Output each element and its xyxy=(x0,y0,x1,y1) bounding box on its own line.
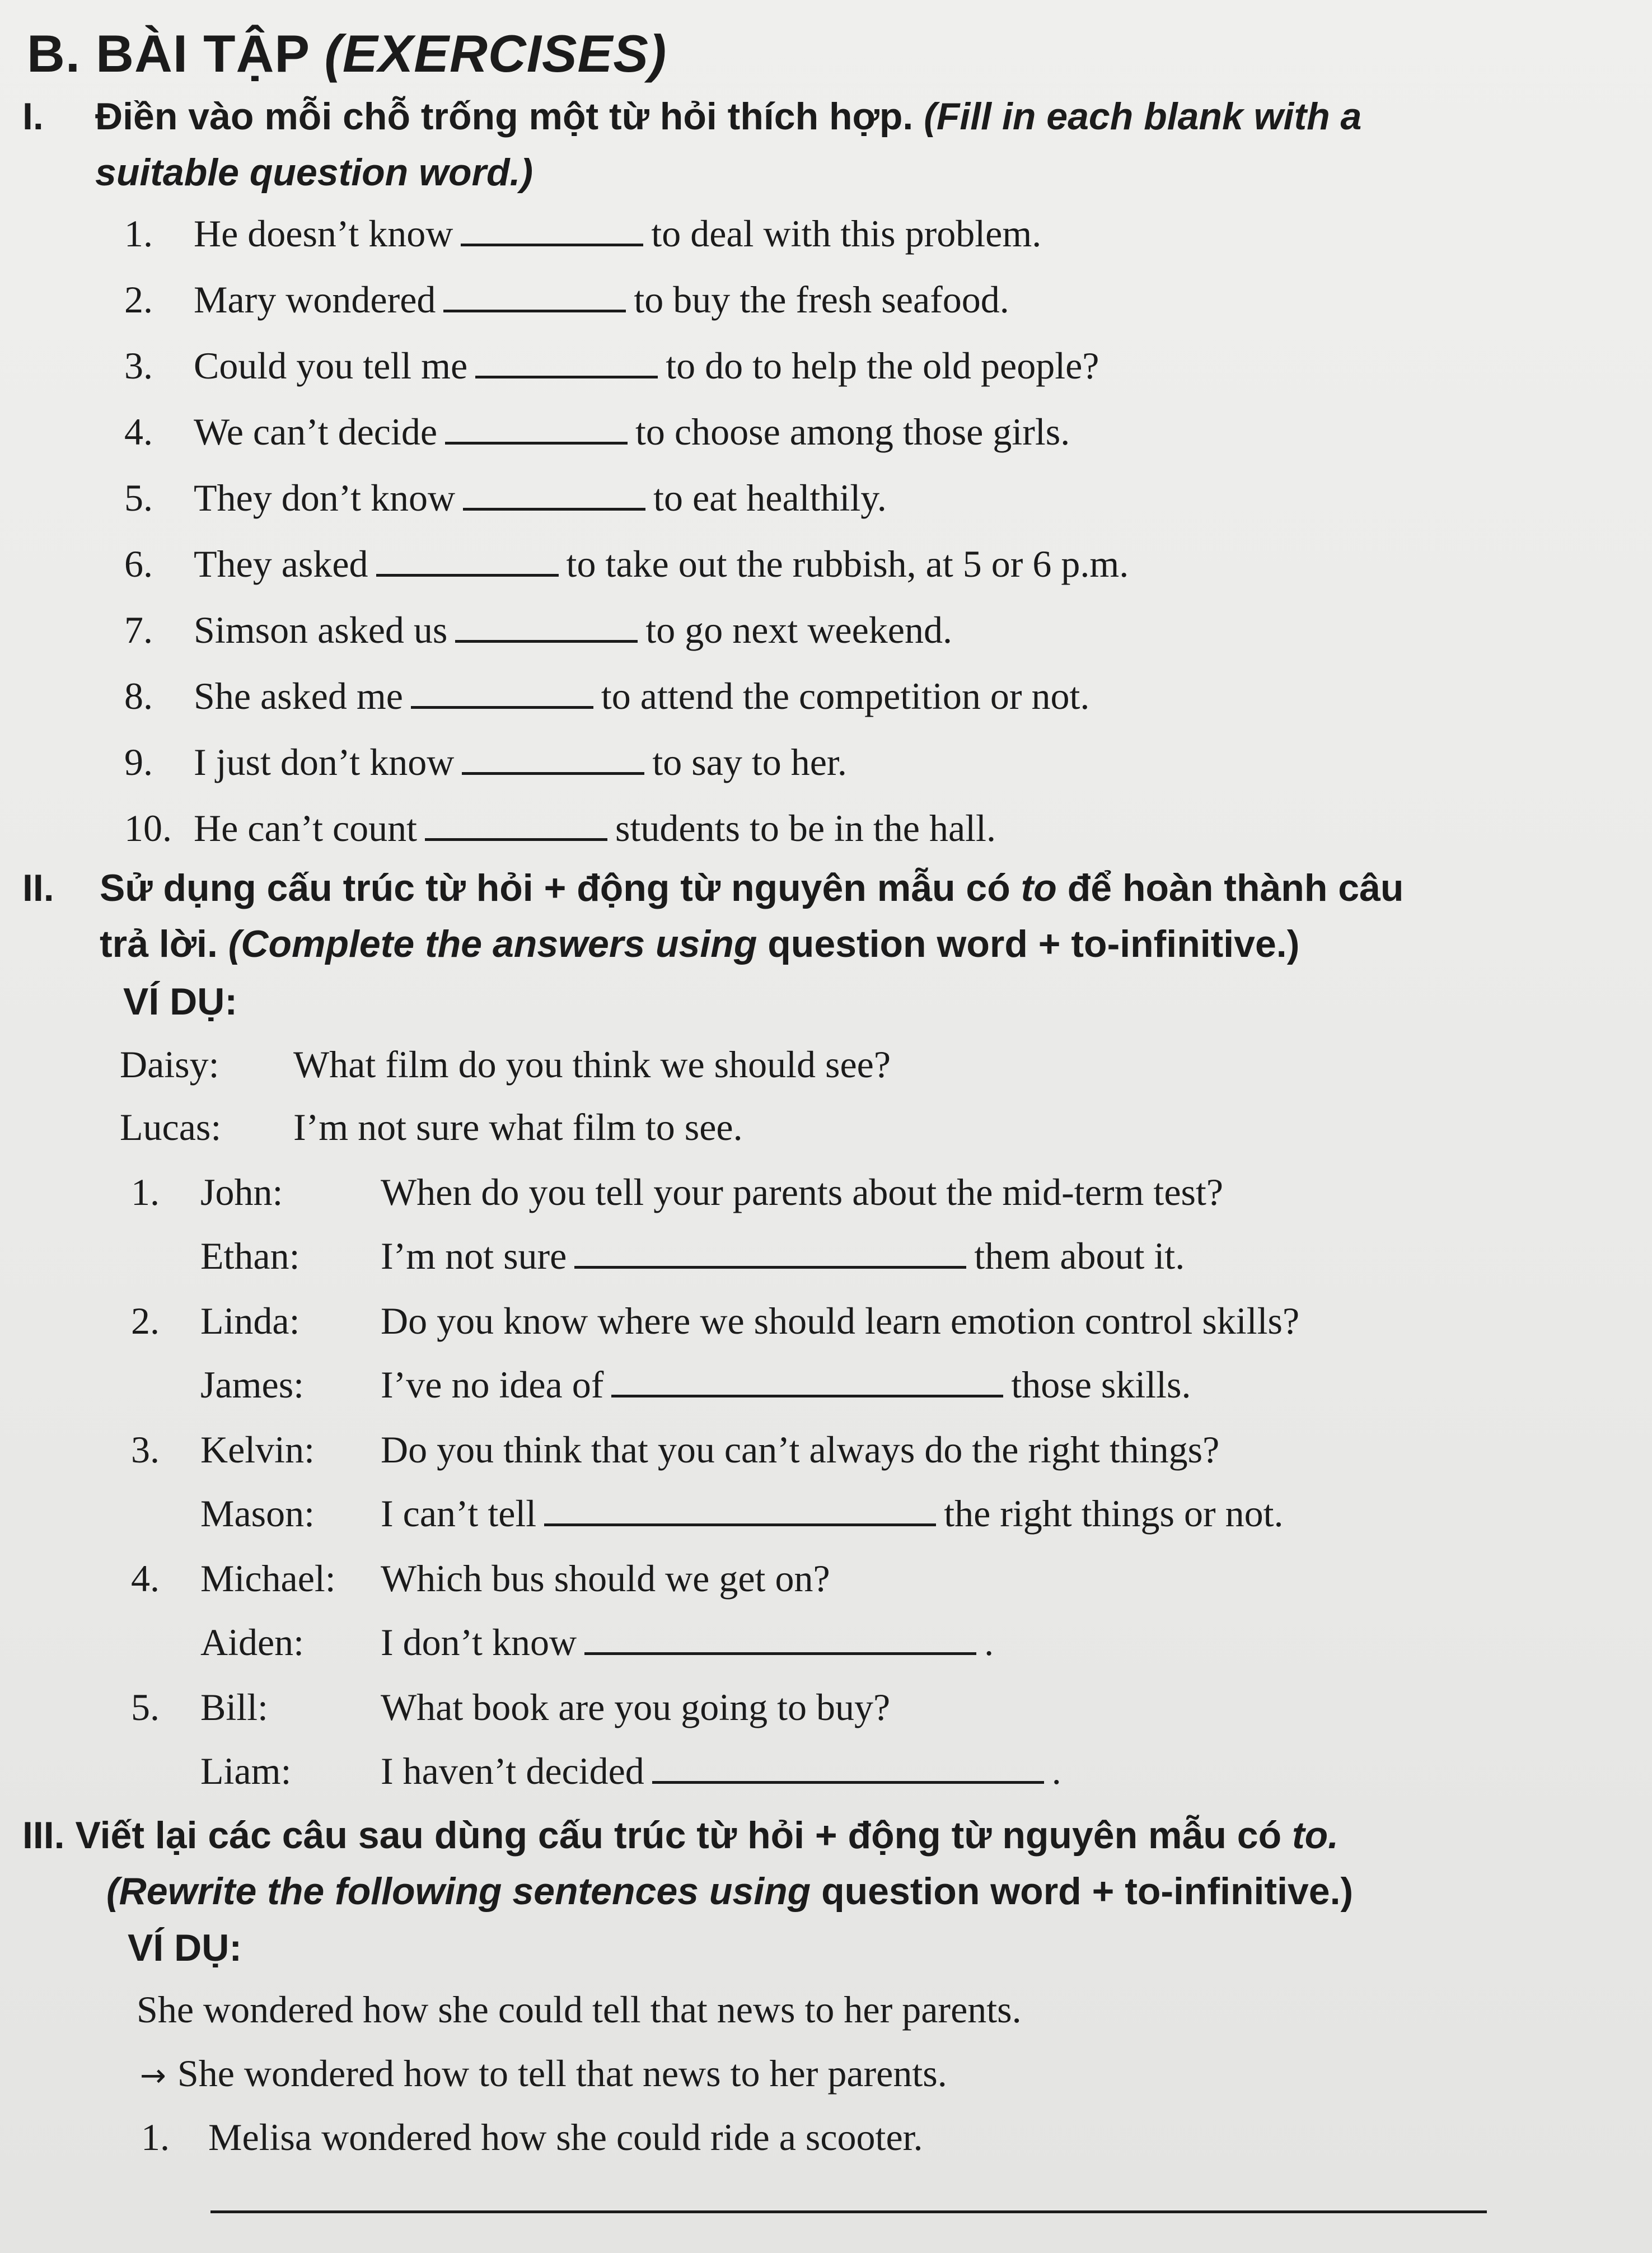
part1-item-5: 5. They don’t know to eat healthily. xyxy=(124,476,887,519)
answer-blank[interactable] xyxy=(445,436,628,445)
part1-item-7: 7. Simson asked us to go next weekend. xyxy=(124,609,952,651)
part2-item-3-answer: Mason: I can’t tell the right things or not. xyxy=(200,1492,1284,1535)
part2-item-2-answer: James: I’ve no idea of those skills. xyxy=(200,1363,1191,1406)
part2-item-5-answer: Liam: I haven’t decided . xyxy=(200,1750,1061,1792)
part1-item-10: 10. He can’t count students to be in the hall. xyxy=(124,807,996,849)
answer-blank[interactable] xyxy=(411,700,593,709)
answer-blank[interactable] xyxy=(376,568,559,577)
worksheet-page: B. BÀI TẬP (EXERCISES) I. Điền vào mỗi chỗ trống một từ hỏi thích hợp. (Fill in each blank with a suitable question word.) 1. He doesn’t know to deal with this problem. 2. Mary wondered to buy the fresh seafood. 3. Could you tell me to do to help the old people? 4. We can’t decide to choose among those girls. 5. They don’t know to eat healthily. 6. They asked to take out the rubbish, at 5 or 6 p.m. 7. Simson asked us to go next weekend. 8. She asked me to attend the competition or not. 9. I just don’t know to say to her. 10. He can’t count students to be in the hall. II. Sử dụng cấu trúc từ hỏi + động từ nguyên mẫu có to để hoàn thành câu trả lời. (Complete the answers using question word + to-infinitive.) VÍ DỤ: Daisy: What film do you think we should see? Lucas: I’m not sure what film to see. 1. John: When do you tell your parents about the mid-term test? Ethan: I’m not sure them about it. 2. Linda: Do you know where we should learn emotion control skills? James: I’ve no idea of those skills. 3. Kelvin: Do you think that you can’t always do the right things? Mason: I can’t tell the right things or not. 4. Michael: Which bus should we get on? Aiden: I don’t know . 5. Bill: What book are you going to buy? Liam: I haven’t decided . III. Viết lại các câu sau dùng cấu trúc từ hỏi + động từ nguyên mẫu có to. (Rewrite the following sentences using question word + to-infinitive.) VÍ DỤ: She wondered how she could tell that news to her parents. → She wondered how to tell that news to her parents. 1. Melisa wondered how she could ride a scooter. xyxy=(0,0,1652,2253)
part2-item-1-answer: Ethan: I’m not sure them about it. xyxy=(200,1235,1185,1277)
part3-example-question: She wondered how she could tell that news to her parents. xyxy=(137,1988,1022,2031)
part1-instr-vi: Điền vào mỗi chỗ trống một từ hỏi thích hợp. xyxy=(95,95,914,138)
answer-blank[interactable] xyxy=(652,1775,1044,1784)
part2-item-4-question: 4. Michael: Which bus should we get on? xyxy=(131,1557,830,1600)
part2-item-4-answer: Aiden: I don’t know . xyxy=(200,1621,994,1663)
answer-blank[interactable] xyxy=(611,1389,1003,1397)
answer-blank[interactable] xyxy=(425,833,607,841)
part1-item-6: 6. They asked to take out the rubbish, at 5 or 6 p.m. xyxy=(124,543,1129,585)
part1-instr-en: (Fill in each blank with a xyxy=(913,95,1362,138)
part2-example-label: VÍ DỤ: xyxy=(123,980,237,1023)
rewrite-answer-line[interactable] xyxy=(210,2210,1487,2213)
answer-blank[interactable] xyxy=(443,304,626,312)
part1-item-8: 8. She asked me to attend the competition or not. xyxy=(124,675,1090,717)
part3-item-1: 1. Melisa wondered how she could ride a scooter. xyxy=(141,2116,923,2158)
answer-blank[interactable] xyxy=(574,1260,966,1269)
answer-blank[interactable] xyxy=(475,370,658,378)
part2-example-line-1: Daisy: What film do you think we should see? xyxy=(120,1043,891,1086)
section-b-heading xyxy=(27,24,667,84)
part2-item-2-question: 2. Linda: Do you know where we should learn emotion control skills? xyxy=(131,1300,1300,1342)
answer-blank[interactable] xyxy=(544,1518,936,1526)
part1-item-2: 2. Mary wondered to buy the fresh seafood. xyxy=(124,278,1009,321)
arrow-right-icon: → xyxy=(140,2058,166,2094)
part1-number: I. xyxy=(22,95,44,138)
part2-number: II. xyxy=(22,867,54,909)
part2-example-line-2: Lucas: I’m not sure what film to see. xyxy=(120,1106,743,1148)
section-b-title-en: (EXERCISES) xyxy=(324,24,667,83)
answer-blank[interactable] xyxy=(462,766,644,775)
answer-blank[interactable] xyxy=(463,502,645,511)
part3-example-label: VÍ DỤ: xyxy=(128,1927,242,1969)
part1-item-1: 1. He doesn’t know to deal with this problem. xyxy=(124,212,1042,255)
part2-item-1-question: 1. John: When do you tell your parents about the mid-term test? xyxy=(131,1171,1224,1213)
part3-number: III. xyxy=(22,1814,65,1857)
part3-example-answer: → She wondered how to tell that news to her parents. xyxy=(140,2052,947,2095)
part1-item-4: 4. We can’t decide to choose among those girls. xyxy=(124,410,1070,453)
part2-item-5-question: 5. Bill: What book are you going to buy? xyxy=(131,1686,891,1728)
section-b-title: B. BÀI TẬP xyxy=(27,24,325,83)
part1-instr-en-2: suitable question word.) xyxy=(95,151,533,194)
part1-item-9: 9. I just don’t know to say to her. xyxy=(124,741,847,783)
answer-blank[interactable] xyxy=(455,634,638,643)
part1-item-3: 3. Could you tell me to do to help the old people? xyxy=(124,344,1099,387)
answer-blank[interactable] xyxy=(584,1647,976,1655)
answer-blank[interactable] xyxy=(461,238,643,246)
part2-item-3-question: 3. Kelvin: Do you think that you can’t always do the right things? xyxy=(131,1428,1220,1471)
